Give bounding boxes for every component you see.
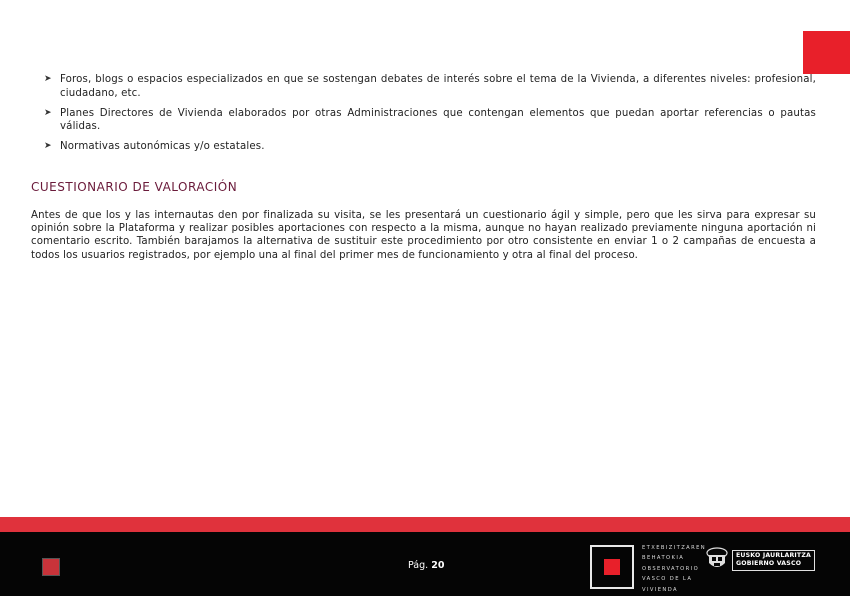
observatory-line: VIVIENDA xyxy=(642,586,678,593)
observatory-line: ETXEBIZITZAREN xyxy=(642,545,707,551)
observatory-line: BEHATOKIA xyxy=(642,555,685,562)
observatory-logo-square xyxy=(604,559,620,575)
government-line: EUSKO JAURLARITZA xyxy=(736,552,812,559)
page-number: 20 xyxy=(431,560,445,571)
page-label: Pág. xyxy=(408,560,429,571)
bullet-arrow-icon: ➤ xyxy=(44,141,52,151)
government-shield-icon xyxy=(705,546,729,572)
corner-accent-square xyxy=(803,31,850,74)
list-item-text: Foros, blogs o espacios especializados en que se sostengan debates de interés sobre el tema de la Vivienda, a diferentes niveles: profesional, ciudadano, etc. xyxy=(60,74,816,99)
bullet-arrow-icon: ➤ xyxy=(44,74,52,84)
observatory-line: OBSERVATORIO xyxy=(642,565,700,572)
list-item xyxy=(44,107,816,134)
section-body: Antes de que los y las internautas den por finalizada su visita, se les presentará un cuestionario ágil y simple, pero que les sirva para expresar su opinión sobre la Plataforma y realizar posibles aportaciones con respecto a la misma, aunque no hayan realizado previamente ninguna aportación ni comentario escrito. También barajamos la alternativa de sustituir este procedimiento por otro consistente en enviar 1 o 2 campañas de encuesta a todos los usuarios registrados, por ejemplo una al final del primer mes de funcionamiento y otra al final del proceso. xyxy=(31,210,816,261)
observatory-line: VASCO DE LA xyxy=(642,576,693,583)
observatory-logo-text xyxy=(642,543,707,595)
list-item-text: Planes Directores de Vivienda elaborados por otras Administraciones que contengan elementos que puedan aportar referencias o pautas válidas. xyxy=(60,107,816,132)
footer-red-band xyxy=(0,517,850,532)
footer xyxy=(0,532,850,596)
footer-square-icon xyxy=(42,558,60,576)
bullet-arrow-icon: ➤ xyxy=(44,107,52,118)
list-item xyxy=(44,73,816,100)
bullet-list xyxy=(44,73,816,160)
list-item-text: Normativas autonómicas y/o estatales. xyxy=(60,141,265,152)
page-indicator xyxy=(408,560,444,571)
observatory-logo xyxy=(590,545,634,589)
government-line: GOBIERNO VASCO xyxy=(736,560,802,568)
section-title: CUESTIONARIO DE VALORACIÓN xyxy=(31,180,238,194)
list-item xyxy=(44,140,816,154)
government-logo-label xyxy=(732,550,815,571)
